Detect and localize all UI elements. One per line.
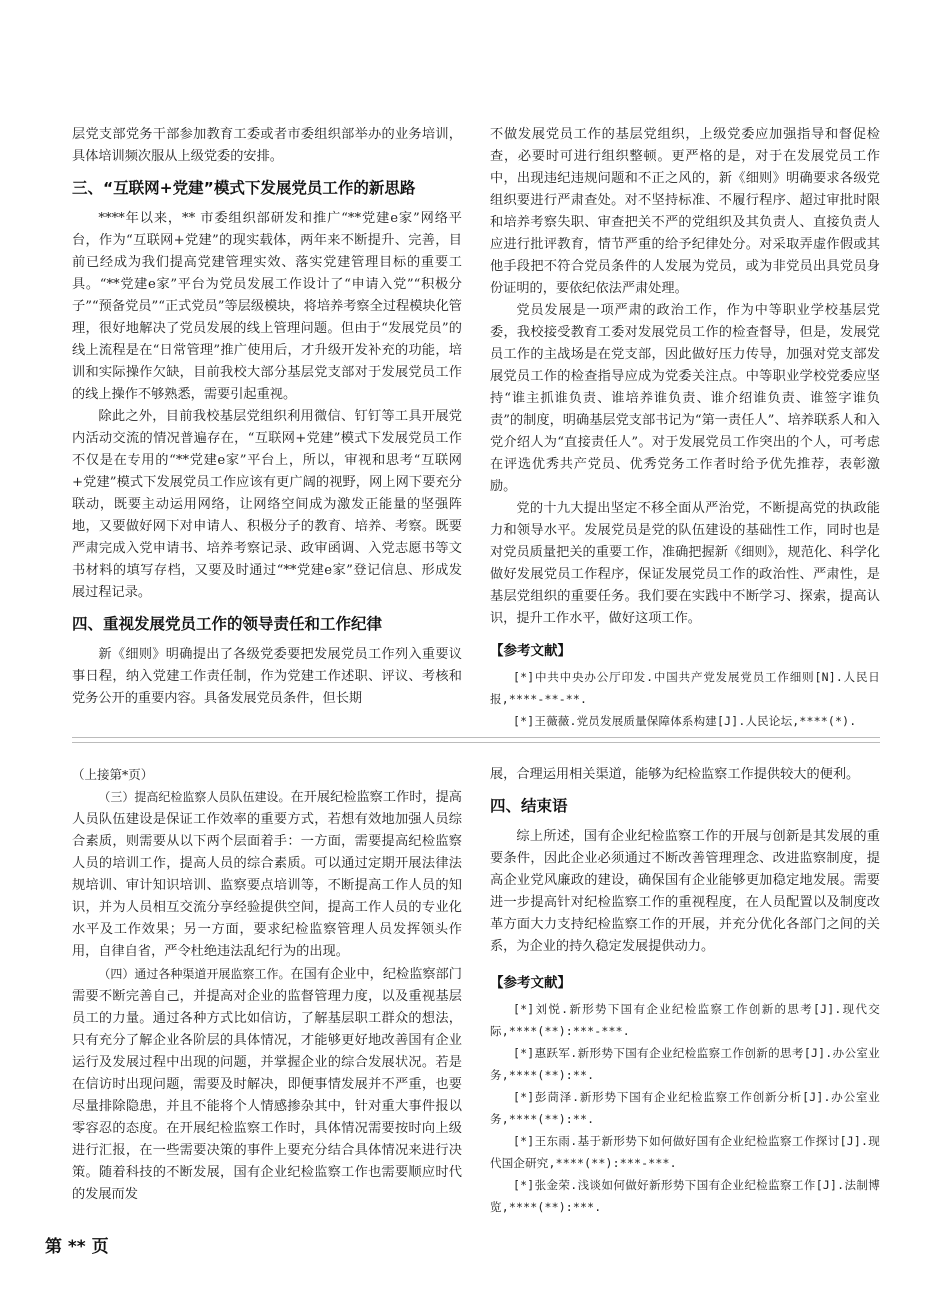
lower-right-column bbox=[490, 764, 880, 1218]
reference-item: [*]中共中央办公厅印发.中国共产党发展党员工作细则[N].人民日报,****-**-**. bbox=[490, 670, 880, 706]
references-title: 【参考文献】 bbox=[490, 975, 571, 991]
upper-left-column bbox=[72, 124, 462, 710]
paragraph bbox=[72, 786, 462, 963]
paragraph: 不做发展党员工作的基层党组织，上级党委应加强指导和督促检查，必要时可进行组织整顿。更严格的是，对于在发展党员工作中，出现违纪违规问题和不正之风的，新《细则》明确要求各级党组织要进行严肃查处。对不坚持标准、不履行程序、超过审批时限和培养考察失职、审查把关不严的党组织及其负责人、直接负责人应进行批评教育，情节严重的给予纪律处分。对采取弄虚作假或其他手段把不符合党员条件的人发展为党员，或为非党员出具党员身份证明的，要依纪依法严肃处理。 bbox=[490, 127, 880, 296]
subsection-text: 在国有企业中，纪检监察部门需要不断完善自己，并提高对企业的监督管理力度，以及重视基层员工的力量。通过各种方式比如信访，了解基层职工群众的想法，只有充分了解企业各阶层的具体情况，才能够更好地改善国有企业运行及发展过程中出现的问题，并掌握企业的综合发展状况。若是在信访时出现问题，需要及时解决，即便事情发展并不严重，也要尽量排除隐患，并且不能将个人情感掺杂其中，针对重大事件报以零容忍的态度。在开展纪检监察工作时，具体情况需要按时向上级进行汇报，在一些需要决策的事件上要充分结合具体情况来进行决策。随着科技的不断发展，国有企业纪检监察工作也需要顺应时代的发展而发 bbox=[72, 967, 462, 1202]
paragraph: 层党支部党务干部参加教育工委或者市委组织部举办的业务培训，具体培训频次服从上级党委的安排。 bbox=[72, 127, 462, 164]
paragraph: 展，合理运用相关渠道，能够为纪检监察工作提供较大的便利。 bbox=[490, 767, 860, 782]
upper-right-column bbox=[490, 124, 880, 732]
section-heading-4: 四、重视发展党员工作的领导责任和工作纪律 bbox=[72, 615, 383, 633]
reference-item: [*]王东雨.基于新形势下如何做好国有企业纪检监察工作探讨[J].现代国企研究,****(**):***-***. bbox=[490, 1134, 880, 1170]
continued-note: （上接第*页） bbox=[72, 767, 154, 782]
reference-item: [*]张金荣.浅谈如何做好新形势下国有企业纪检监察工作[J].法制博览,****(**):***. bbox=[490, 1178, 880, 1214]
reference-item: [*]刘悦.新形势下国有企业纪检监察工作创新的思考[J].现代交际,****(**):***-***. bbox=[490, 1002, 880, 1038]
paragraph bbox=[72, 963, 462, 1206]
lower-left-column bbox=[72, 764, 462, 1206]
section-heading-conclusion: 四、结束语 bbox=[490, 797, 568, 815]
section-heading-3: 三、“互联网+党建”模式下发展党员工作的新思路 bbox=[72, 179, 416, 197]
paragraph: 党员发展是一项严肃的政治工作，作为中等职业学校基层党委，我校接受教育工委对发展党员工作的检查督导，但是，发展党员工作的主战场是在党支部，因此做好压力传导，加强对党支部发展党员工作的检查指导应成为党委关注点。中等职业学校党委应坚持“谁主抓谁负责、谁培养谁负责、谁介绍谁负责、谁签字谁负责”的制度，明确基层党支部书记为“第一责任人”、培养联系人和入党介绍人为“直接责任人”。对于发展党员工作突出的个人，可考虑在评选优秀共产党员、优秀党务工作者时给予优先推荐，表彰激励。 bbox=[490, 303, 880, 494]
subsection-text: 在开展纪检监察工作时，提高人员队伍建设是保证工作效率的重要方式，若想有效地加强人员综合素质，则需要从以下两个层面着手：一方面，需要提高纪检监察人员的培训工作，提高人员的综合素质。可以通过定期开展法律法规培训、审计知识培训、监察要点培训等，不断提高工作人员的知识，并为人员相互交流分享经验提供空间，提高工作人员的专业化水平及工作效果；另一方面，要求纪检监察管理人员发挥领头作用，自律自省，严令杜绝违法乱纪行为的出现。 bbox=[72, 790, 462, 959]
paragraph: ****年以来，** 市委组织部研发和推广“**党建e家”网络平台，作为“互联网+党建”的现实载体，两年来不断提升、完善，目前已经成为我们提高党建管理实效、落实党建管理目标的重要工具。“**党建e家”平台为党员发展工作设计了“申请入党”“积极分子”“预备党员”“正式党员”等层级模块，将培养考察全过程模块化管理，很好地解决了党员发展的线上管理问题。但由于“发展党员”的线上流程是在“日常管理”推广使用后，才升级开发补充的功能，培训和实际操作欠缺，目前我校大部分基层党支部对于发展党员工作的线上操作不够熟悉，需要引起重视。 bbox=[72, 211, 462, 402]
reference-item: [*]彭茼泽.新形势下国有企业纪检监察工作创新分析[J].办公室业务,****(**):**. bbox=[490, 1090, 880, 1126]
references-title: 【参考文献】 bbox=[490, 643, 571, 659]
section-divider bbox=[72, 737, 880, 743]
paragraph: 新《细则》明确提出了各级党委要把发展党员工作列入重要议事日程，纳入党建工作责任制，作为党建工作述职、评议、考核和党务公开的重要内容。具备发展党员条件，但长期 bbox=[72, 647, 462, 706]
subsection-label: （三）提高纪检监察人员队伍建设。 bbox=[98, 790, 291, 804]
paragraph: 党的十九大提出坚定不移全面从严治党，不断提高党的执政能力和领导水平。发展党员是党的队伍建设的基础性工作，同时也是对党员质量把关的重要工作，准确把握新《细则》，规范化、科学化做好发展党员工作程序，保证发展党员工作的政治性、严肃性，是基层党组织的重要任务。我们要在实践中不断学习、探索，提高认识，提升工作水平，做好这项工作。 bbox=[490, 501, 880, 626]
reference-item: [*]惠跃军.新形势下国有企业纪检监察工作创新的思考[J].办公室业务,****(**):**. bbox=[490, 1046, 880, 1082]
subsection-label: （四）通过各种渠道开展监察工作。 bbox=[98, 967, 291, 981]
paragraph: 综上所述，国有企业纪检监察工作的开展与创新是其发展的重要条件，因此企业必须通过不断改善管理理念、改进监察制度，提高企业党风廉政的建设，确保国有企业能够更加稳定地发展。需要进一步提高针对纪检监察工作的重视程度，在人员配置以及制度改革方面大力支持纪检监察工作的开展，并充分优化各部门之间的关系，为企业的持久稳定发展提供动力。 bbox=[490, 829, 880, 954]
page-number: 第 ** 页 bbox=[45, 1237, 109, 1257]
paragraph: 除此之外，目前我校基层党组织利用微信、钉钉等工具开展党内活动交流的情况普遍存在，“互联网+党建”模式下发展党员工作不仅是在专用的“**党建e家”平台上，所以，审视和思考“互联网+党建”模式下发展党员工作应该有更广阔的视野，网上网下要充分联动，既要主动运用网络，让网络空间成为激发正能量的坚强阵地，又要做好网下对申请人、积极分子的教育、培养、考察。既要严肃完成入党申请书、培养考察记录、政审函调、入党志愿书等文书材料的填写存档，又要及时通过“**党建e家”登记信息、形成发展过程记录。 bbox=[72, 409, 462, 600]
reference-item: [*]王薇薇.党员发展质量保障体系构建[J].人民论坛,****(*). bbox=[513, 714, 857, 728]
